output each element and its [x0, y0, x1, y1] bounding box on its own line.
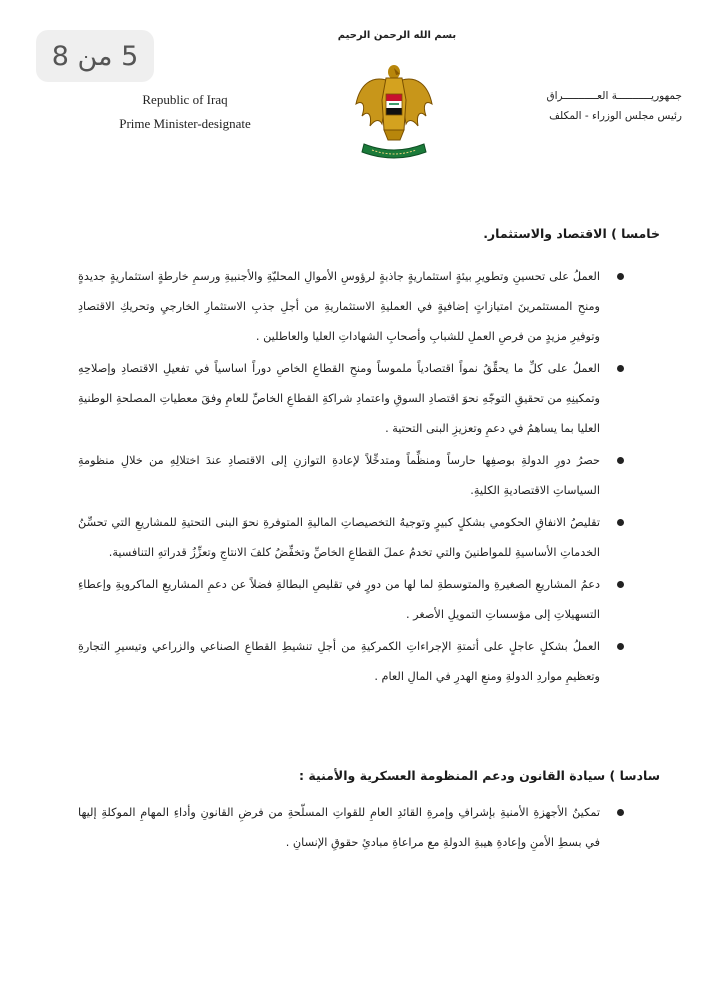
list-item-text: تقليصُ الانفاقِ الحكومي بشكلٍ كبيرٍ وتوجيهُ التخصيصاتِ الماليةِ المتوفرةِ نحوَ البنى التحتيةِ للمشاريعِ التي تحسِّنُ الخدماتِ الأساسيةِ للمواطنينَ والتي تخدمُ عملَ القطاعِ الخاصِّ وتخفِّضُ كلفَ الانتاجِ وتعزِّزُ قدراتهِ التنافسية.: [78, 516, 600, 559]
bullet-icon: [617, 273, 624, 280]
bullet-icon: [617, 581, 624, 588]
section-6-list: [78, 798, 632, 858]
list-item: [78, 446, 632, 506]
section-5-title: خامسا ) الاقتصاد والاستثمار.: [483, 226, 660, 241]
arabic-letterhead: [512, 86, 682, 126]
basmala: بسم الله الرحمن الرحيم: [337, 30, 457, 41]
bullet-icon: [617, 643, 624, 650]
list-item-text: تمكينُ الأجهزةِ الأمنيةِ بإشرافِ وإمرةِ القائدِ العامِ للقواتِ المسلّحةِ من فرضِ القانونِ وأداءِ المهامِ الموكلةِ إليها في بسطِ الأمنِ وإعادةِ هيبةِ الدولةِ مع مراعاةِ مبادئِ حقوقِ الإنسانِ .: [78, 806, 600, 849]
section-6-title: سادسا ) سيادة القانون ودعم المنظومة العسكرية والأمنية :: [299, 768, 660, 783]
english-office-title: Prime Minister-designate: [119, 116, 251, 131]
list-item-text: العملُ على كلِّ ما يحقِّقُ نمواً اقتصادياً ملموساً ومنحِ القطاعِ الخاصِ دوراً اساسياً في تفعيلِ الاقتصادِ وإصلاحِهِ وتمكينِهِ من تحقيقِ التوجّهِ نحوَ اقتصادِ السوقِ واعتمادِ شراكةِ القطاعِ الخاصِّ للعامِ وفقَ معطياتِ المصلحةِ الوطنيةِ العليا بما يساهمُ في دعمِ وتعزيزِ البنى التحتية .: [78, 362, 600, 435]
list-item-text: دعمُ المشاريعِ الصغيرةِ والمتوسطةِ لما لها من دورٍ في تقليصِ البطالةِ فضلاً عن دعمِ المشاريعِ الماكرويةِ وإعطاءِ التسهيلاتِ إلى مؤسساتِ التمويلِ الأصغر .: [78, 578, 600, 621]
english-country-name: Republic of Iraq: [142, 92, 228, 107]
bullet-icon: [617, 809, 624, 816]
list-item: [78, 262, 632, 352]
list-item: [78, 354, 632, 444]
section-5-list: [78, 262, 632, 692]
bullet-icon: [617, 457, 624, 464]
list-item-text: العملُ بشكلٍ عاجلٍ على أتمتةِ الإجراءاتِ الكمركيةِ من أجلِ تنشيطِ القطاعِ الصناعي والزراعي وتيسيرِ التجارةِ وتعظيمِ مواردِ الدولةِ ومنعِ الهدرِ في المالِ العام .: [78, 640, 600, 683]
bullet-icon: [617, 519, 624, 526]
list-item-text: العملُ على تحسينِ وتطويرِ بيئةٍ استثماريةٍ جاذبةٍ لرؤوسِ الأموالِ المحليّةِ والأجنبيةِ ورسمِ خارطةٍ استثماريةٍ جديدةٍ ومنحِ المستثمرينَ امتيازاتٍ إضافيةٍ في العمليةِ الاستثماريةِ من أجلِ جذبِ الاستثمارِ الخارجيِ وتحريكِ الاقتصادِ وتوفيرِ مزيدٍ من فرصِ العملِ للشبابِ وأصحابِ الشهاداتِ العليا والعاطلين .: [78, 270, 600, 343]
list-item: [78, 508, 632, 568]
iraq-eagle-emblem-icon: [352, 60, 436, 164]
list-item: [78, 632, 632, 692]
english-letterhead: [100, 88, 270, 136]
page-counter-badge: 5 من 8: [36, 30, 154, 82]
arabic-country-name: جمهوريـــــــــــة العـــــــــــراق: [546, 90, 682, 102]
list-item-text: حصرُ دورِ الدولةِ بوصفِها حارساً ومنظِّماً ومتدخِّلاً لإعادةِ التوازنِ إلى الاقتصادِ عندَ اختلالِهِ من خلالِ منظومةِ السياساتِ الاقتصاديةِ الكليةِ.: [78, 454, 600, 497]
list-item: [78, 798, 632, 858]
list-item: [78, 570, 632, 630]
bullet-icon: [617, 365, 624, 372]
arabic-office-title: رئيس مجلس الوزراء - المكلف: [549, 110, 682, 122]
